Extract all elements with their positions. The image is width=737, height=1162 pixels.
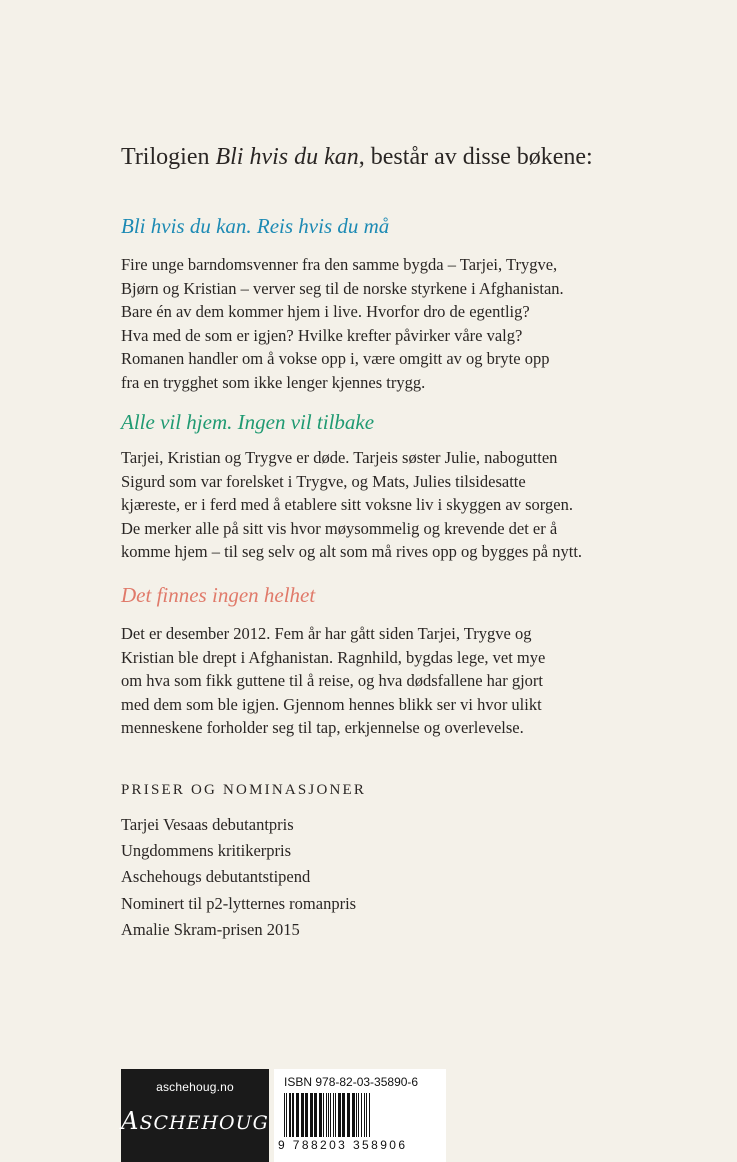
book-3-blurb: [121, 622, 621, 740]
barcode-bar: [289, 1093, 291, 1137]
awards-heading: PRISER OG NOMINASJONER: [121, 782, 367, 798]
publisher-logo-rest: SCHEHOUG: [139, 1112, 269, 1134]
barcode-bar: [364, 1093, 365, 1137]
barcode-bar: [342, 1093, 345, 1137]
barcode-bar: [284, 1093, 285, 1137]
barcode-bar: [333, 1093, 334, 1137]
blurb-line: fra en trygghet som ikke lenger kjennes trygg.: [121, 372, 426, 392]
blurb-line: Romanen handler om å vokse opp i, være omgitt av og bryte opp: [121, 349, 550, 369]
book-3-title: Det finnes ingen helhet: [121, 583, 316, 607]
awards-list: [121, 812, 356, 943]
barcode-bar: [352, 1093, 355, 1137]
series-title: Bli hvis du kan: [215, 144, 359, 170]
isbn-label: ISBN 978-82-03-35890-6: [284, 1075, 419, 1089]
barcode-bar: [292, 1093, 294, 1137]
blurb-line: med dem som ble igjen. Gjennom hennes blikk ser vi hvor ulikt: [121, 694, 542, 714]
barcode-graphic: [284, 1093, 434, 1139]
award-item: Aschehougs debutantstipend: [121, 867, 311, 887]
book-2-blurb: [121, 446, 621, 564]
blurb-line: Fire unge barndomsvenner fra den samme bygda – Tarjei, Trygve,: [121, 255, 558, 274]
blurb-line: menneskene forholder seg til tap, erkjennelse og overlevelse.: [121, 718, 524, 738]
blurb-line: Kristian ble drept i Afghanistan. Ragnhild, bygdas lege, vet mye: [121, 647, 546, 667]
publisher-logo: [121, 1107, 269, 1135]
award-item: Amalie Skram-prisen 2015: [121, 919, 300, 939]
blurb-line: Bare én av dem kommer hjem i live. Hvorfor dro de egentlig?: [121, 302, 530, 322]
barcode-bar: [326, 1093, 327, 1137]
trilogy-intro: [121, 140, 593, 174]
barcode-bar: [310, 1093, 313, 1137]
book-2-title: Alle vil hjem. Ingen vil tilbake: [121, 410, 375, 434]
intro-prefix: Trilogien: [121, 144, 216, 170]
barcode-bar: [356, 1093, 357, 1137]
intro-suffix: , består av disse bøkene:: [358, 144, 593, 170]
blurb-line: kjæreste, er i ferd med å etablere sitt voksne liv i skyggen av sorgen.: [121, 495, 573, 515]
blurb-line: komme hjem – til seg selv og alt som må rives opp og bygges på nytt.: [121, 542, 583, 562]
barcode-bar: [301, 1093, 304, 1137]
barcode-bar: [305, 1093, 308, 1137]
barcode-bar: [369, 1093, 370, 1137]
book-1-blurb: [121, 253, 621, 395]
publisher-block: [121, 1069, 269, 1162]
barcode-bar: [330, 1093, 331, 1137]
publisher-logo-initial: A: [121, 1107, 140, 1135]
barcode-bar: [323, 1093, 324, 1137]
blurb-line: Sigurd som var forelsket i Trygve, og Mats, Julies tilsidesatte: [121, 471, 526, 491]
blurb-line: Bjørn og Kristian – verver seg til de norske styrkene i Afghanistan.: [121, 278, 564, 298]
award-item: Ungdommens kritikerpris: [121, 841, 292, 861]
barcode-block: [274, 1069, 446, 1162]
barcode-bar: [358, 1093, 359, 1137]
barcode-bar: [347, 1093, 350, 1137]
blurb-line: Hva med de som er igjen? Hvilke krefter påvirker våre valg?: [121, 325, 523, 345]
barcode-bar: [296, 1093, 299, 1137]
barcode-bar: [366, 1093, 367, 1137]
blurb-line: om hva som fikk guttene til å reise, og hva dødsfallene har gjort: [121, 671, 544, 691]
blurb-line: Tarjei, Kristian og Trygve er døde. Tarjeis søster Julie, nabogutten: [121, 448, 558, 467]
publisher-url: aschehoug.no: [156, 1080, 234, 1094]
award-item: Tarjei Vesaas debutantpris: [121, 815, 294, 834]
blurb-line: Det er desember 2012. Fem år har gått siden Tarjei, Trygve og: [121, 624, 532, 643]
barcode-bar: [319, 1093, 322, 1137]
barcode-digits: 9 788203 358906: [278, 1138, 408, 1152]
barcode-bar: [286, 1093, 287, 1137]
barcode-bar: [328, 1093, 329, 1137]
barcode-bar: [335, 1093, 336, 1137]
book-1-title: Bli hvis du kan. Reis hvis du må: [121, 214, 390, 238]
award-item: Nominert til p2-lytternes romanpris: [121, 893, 357, 913]
blurb-line: De merker alle på sitt vis hvor møysommelig og krevende det er å: [121, 518, 558, 538]
barcode-bar: [314, 1093, 317, 1137]
barcode-bar: [361, 1093, 362, 1137]
barcode-bar: [338, 1093, 341, 1137]
